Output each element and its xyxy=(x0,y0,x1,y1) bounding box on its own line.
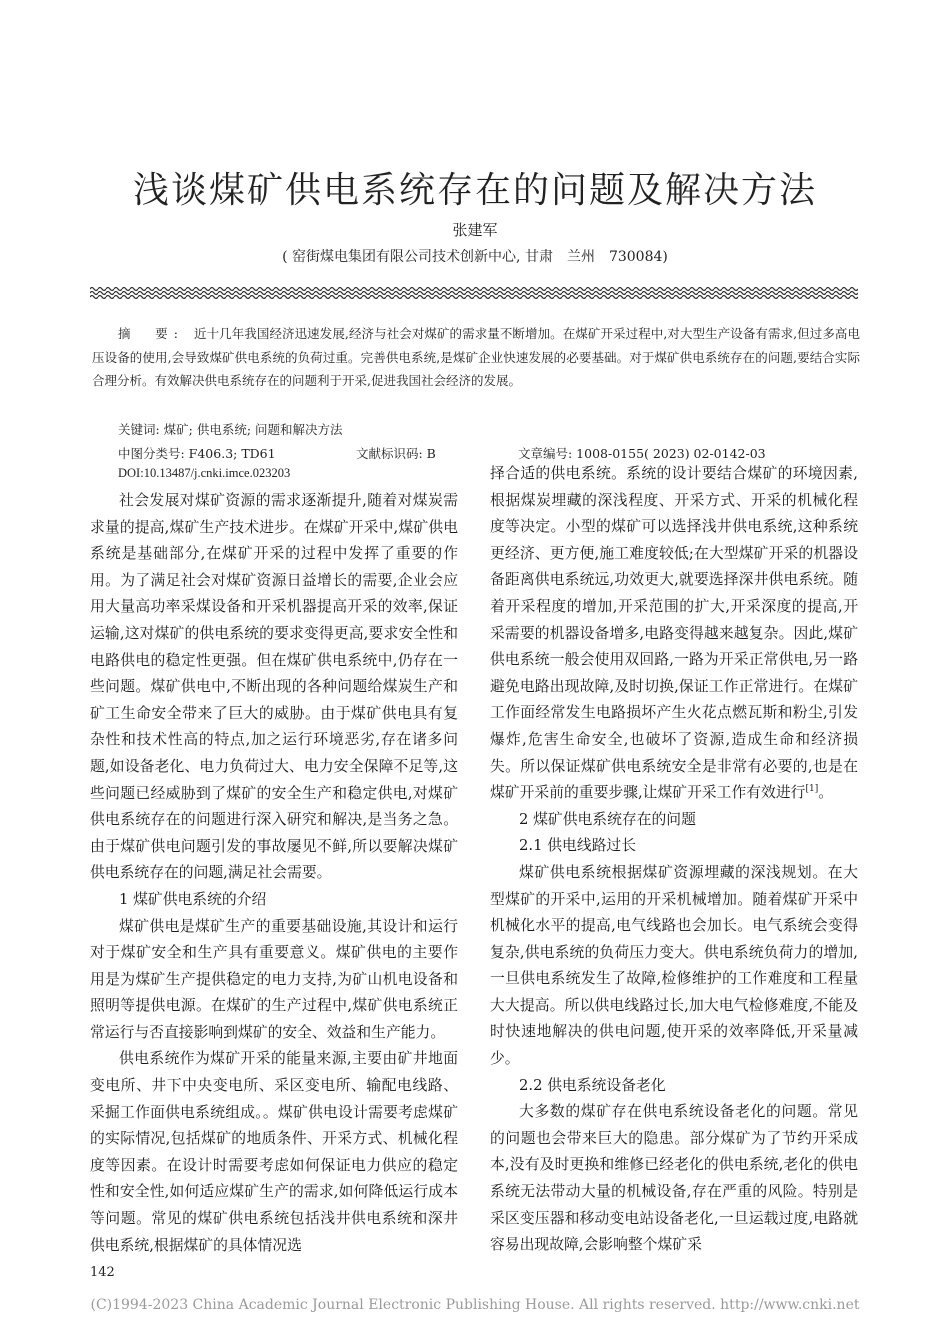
abstract-text: 近十几年我国经济迅速发展,经济与社会对煤矿的需求量不断增加。在煤矿开采过程中,对大型生产设备有需求,但过多高电压设备的使用,会导致煤矿供电系统的负荷过重。完善供电系统,是煤矿企业快速发展的必要基础。对于煤矿供电系统存在的问题,要结合实际合理分析。有效解决供电系统存在的问题利于开采,促进我国社会经济的发展。 xyxy=(92,326,860,388)
section-1-paragraph-1: 煤矿供电是煤矿生产的重要基础设施,其设计和运行对于煤矿安全和生产具有重要意义。煤矿供电的主要作用是为煤矿生产提供稳定的电力支持,为矿山机电设备和照明等提供电源。在煤矿的生产过程中,煤矿供电系统正常运行与否直接影响到煤矿的安全、效益和生产能力。 xyxy=(90,917,458,1041)
wavy-divider xyxy=(90,286,858,300)
abstract xyxy=(92,322,860,393)
section-1-heading: 1 煤矿供电系统的介绍 xyxy=(119,890,267,908)
doi: DOI:10.13487/j.cnki.imce.023203 xyxy=(118,466,291,480)
section-2-2-paragraph: 大多数的煤矿存在供电系统设备老化的问题。常见的问题也会带来巨大的隐患。部分煤矿为了节约开采成本,没有及时更换和维修已经老化的供电系统,老化的供电系统无法带动大量的机械设备,存在严重的风险。特别是采区变压器和移动变电站设备老化,一旦运载过度,电路就容易出现故障,会影响整个煤矿采 xyxy=(490,1103,858,1254)
paper-title: 浅谈煤矿供电系统存在的问题及解决方法 xyxy=(132,170,817,212)
author-affiliation: ( 窑街煤电集团有限公司技术创新中心, 甘肃 兰州 730084) xyxy=(282,249,668,265)
page-number: 142 xyxy=(90,1265,115,1280)
abstract-label: 摘 要: xyxy=(118,326,194,341)
section-2-2-heading: 2.2 供电系统设备老化 xyxy=(519,1076,666,1094)
clc-number-text: 中图分类号: F406.3; TD61 xyxy=(118,446,276,461)
keywords: 关键词: 煤矿; 供电系统; 问题和解决方法 xyxy=(118,422,343,437)
section-2-1-heading: 2.1 供电线路过长 xyxy=(519,837,637,855)
section-1-paragraph-2: 供电系统作为煤矿开采的能量来源,主要由矿井地面变电所、井下中央变电所、采区变电所、输配电线路、采掘工作面供电系统组成。。煤矿供电设计需要考虑煤矿的实际情况,包括煤矿的地质条件、开采方式、机械化程度等因素。在设计时需要考虑如何保证电力供应的稳定性和安全性,如何适应煤矿生产的需求,如何降低运行成本等问题。常见的煤矿供电系统包括浅井供电系统和深井供电系统,根据煤矿的具体情况选 xyxy=(90,1050,458,1254)
intro-paragraph: 社会发展对煤矿资源的需求逐渐提升,随着对煤炭需求量的提高,煤矿生产技术进步。在煤矿开采中,煤矿供电系统是基础部分,在煤矿开采的过程中发挥了重要的作用。为了满足社会对煤矿资源日益增长的需要,企业会应用大量高功率采煤设备和开采机器提高开采的效率,保证运输,这对煤矿的供电系统的要求变得更高,要求安全性和电路供电的稳定性更强。但在煤矿供电系统中,仍存在一些问题。煤矿供电中,不断出现的各种问题给煤炭生产和矿工生命安全带来了巨大的威胁。由于煤矿供电具有复杂性和技术性高的特点,加之运行环境恶劣,存在诸多问题,如设备老化、电力负荷过大、电力安全保障不足等,这些问题已经威胁到了煤矿的安全生产和稳定供电,对煤矿供电系统存在的问题进行深入研究和解决,是当务之急。由于煤矿供电问题引发的事故屡见不鲜,所以要解决煤矿供电系统存在的问题,满足社会需要。 xyxy=(90,492,458,882)
citation-ref: [1] xyxy=(805,784,819,795)
copyright-footer: (C)1994-2023 China Academic Journal Electronic Publishing House. All rights reserved. http://www.cnki.net xyxy=(90,1297,860,1313)
left-column xyxy=(90,488,458,1259)
right-column xyxy=(490,461,858,1259)
section-2-1-paragraph: 煤矿供电系统根据煤矿资源埋藏的深浅规划。在大型煤矿的开采中,运用的开采机械增加。随着煤矿开采中机械化水平的提高,电气线路也会加长。电气系统会变得复杂,供电系统的负荷压力变大。供电系统负荷力的增加,一旦供电系统发生了故障,检修维护的工作难度和工程量大大提高。所以供电线路过长,加大电气检修难度,不能及时快速地解决的供电问题,使开采的效率降低,开采量减少。 xyxy=(490,863,858,1068)
document-code: 文献标识码: B xyxy=(356,446,436,461)
article-number: 文章编号: 1008-0155( 2023) 02-0142-03 xyxy=(518,446,766,461)
section-1-continuation: 择合适的供电系统。系统的设计要结合煤矿的环境因素,根据煤炭埋藏的深浅程度、开采方式、开采的机械化程度等决定。小型的煤矿可以选择浅井供电系统,这种系统更经济、更方便,施工难度较低;在大型煤矿开采的机器设备距离供电系统远,功效更大,就要选择深井供电系统。随着开采程度的增加,开采范围的扩大,开采深度的提高,开采需要的机器设备增多,电路变得越来越复杂。因此,煤矿供电系统一般会使用双回路,一路为开采正常供电,另一路避免电路出现故障,及时切换,保证工作正常进行。在煤矿工作面经常发生电路损坏产生火花点燃瓦斯和粉尘,引发爆炸,危害生命安全,也破坏了资源,造成生命和经济损失。所以保证煤矿供电系统安全是非常有必要的,也是在煤矿开采前的重要步骤,让煤矿开采工作有效进行[1]。 xyxy=(490,465,858,802)
section-2-heading: 2 煤矿供电系统存在的问题 xyxy=(519,810,696,828)
author-name: 张建军 xyxy=(452,221,498,239)
